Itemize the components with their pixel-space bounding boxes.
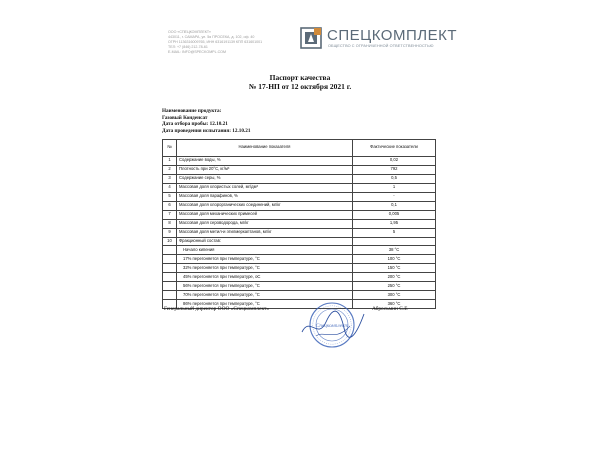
- row-value: 100 °С: [353, 255, 436, 264]
- row-value: 1: [353, 183, 436, 192]
- row-parameter: 45% перегоняется при температуре, оС: [177, 273, 353, 282]
- row-value: 38 °С: [353, 246, 436, 255]
- row-parameter: Массовая доля парафинов, %: [177, 192, 353, 201]
- row-value: 792: [353, 165, 436, 174]
- row-number: 9: [163, 228, 177, 237]
- stamp-text: Спецкомплект: [315, 323, 349, 329]
- row-parameter: 56% перегоняется при температуре, °С: [177, 282, 353, 291]
- row-value: -: [353, 192, 436, 201]
- table-row: [163, 246, 436, 255]
- table-row: [163, 174, 436, 183]
- box-logo-icon: [300, 27, 322, 49]
- row-parameter: Массовая доля сероводорода, мг/кг: [177, 219, 353, 228]
- row-value: 5: [353, 228, 436, 237]
- row-number: [163, 273, 177, 282]
- row-parameter: Массовая доля механических примесей: [177, 210, 353, 219]
- row-value: 0,5: [353, 174, 436, 183]
- company-subtitle: ОБЩЕСТВО С ОГРАНИЧЕННОЙ ОТВЕТСТВЕННОСТЬЮ: [328, 44, 434, 48]
- row-parameter: 32% перегоняется при температуре, °С: [177, 264, 353, 273]
- row-value: 300 °С: [353, 291, 436, 300]
- table-row: [163, 237, 436, 246]
- header-parameter: Наименование показателя: [177, 140, 353, 157]
- row-parameter: 70% перегоняется при температуре, °С: [177, 291, 353, 300]
- row-parameter: Массовая доля хлористых солей, мг/дм³: [177, 183, 353, 192]
- director-name: Абросьмин С.Е: [372, 306, 408, 312]
- address-line: ООО «СПЕЦКОМПЛЕКТ»: [168, 30, 211, 34]
- row-value: 0,02: [353, 156, 436, 165]
- quality-table: [162, 139, 436, 309]
- row-number: [163, 291, 177, 300]
- row-parameter: Плотность при 20°С, кг/м³: [177, 165, 353, 174]
- table-row: [163, 264, 436, 273]
- table-row: [163, 156, 436, 165]
- table-row: [163, 219, 436, 228]
- row-number: [163, 246, 177, 255]
- table-row: [163, 228, 436, 237]
- row-value: 0,005: [353, 210, 436, 219]
- row-value: 360 °С: [353, 300, 436, 309]
- row-parameter: Начало кипения: [177, 246, 353, 255]
- row-number: 2: [163, 165, 177, 174]
- row-parameter: Содержание воды, %: [177, 156, 353, 165]
- company-name: СПЕЦКОМПЛЕКТ: [327, 27, 457, 44]
- director-position: Генеральный директор ООО «Спецкомплект»: [164, 306, 270, 312]
- row-number: 8: [163, 219, 177, 228]
- address-line: ОГРН 1136316009765, ИНН 6316191139 КПП 631601001: [168, 40, 263, 44]
- row-value: 250 °С: [353, 282, 436, 291]
- row-parameter: 86% перегоняется при температуре, °С: [177, 300, 353, 309]
- table-row: [163, 165, 436, 174]
- row-value: 1,95: [353, 219, 436, 228]
- row-parameter: Содержание серы, %: [177, 174, 353, 183]
- row-number: 1: [163, 156, 177, 165]
- table-row: [163, 255, 436, 264]
- table-row: [163, 183, 436, 192]
- row-number: [163, 264, 177, 273]
- product-info: [162, 108, 250, 134]
- product-name-value: Газовый Конденсат: [162, 114, 208, 121]
- row-number: 6: [163, 201, 177, 210]
- address-line: 443011, г. САМАРА, ул. 5я ПРОСЕКА, д. 102, оф. 40: [168, 35, 255, 39]
- row-parameter: 17% перегоняется при температуре, °С: [177, 255, 353, 264]
- row-number: 10: [163, 237, 177, 246]
- row-value: 200 °С: [353, 273, 436, 282]
- row-number: [163, 282, 177, 291]
- table-row: [163, 273, 436, 282]
- sample-date: Дата отбора пробы: 12.10.21: [162, 121, 228, 127]
- address-line: E-MAIL: INFO@SPECKOMPL.COM: [168, 50, 226, 54]
- row-number: 3: [163, 174, 177, 183]
- product-name-label: Наименование продукта:: [162, 108, 222, 114]
- row-value: 150 °С: [353, 264, 436, 273]
- row-parameter: Массовая доля метил-и этилмеркаптанов, мг/кг: [177, 228, 353, 237]
- table-row: [163, 282, 436, 291]
- table-row: [163, 201, 436, 210]
- row-parameter: Массовая доля хлорорганических соединений, мг/кг: [177, 201, 353, 210]
- header-actual-value: Фактические показатели: [353, 140, 436, 157]
- row-value: 0,1: [353, 201, 436, 210]
- company-logo: [300, 27, 460, 53]
- company-address-block: [168, 30, 278, 55]
- row-value: [353, 237, 436, 246]
- row-parameter: Фракционный состав:: [177, 237, 353, 246]
- document-number: № 17-НП от 12 октября 2021 г.: [248, 82, 352, 91]
- table-row: [163, 210, 436, 219]
- table-header-row: [163, 140, 436, 157]
- document-title: Паспорт качества: [269, 73, 331, 82]
- test-date: Дата проведения испытания: 12.10.21: [162, 127, 251, 134]
- table-row: [163, 192, 436, 201]
- row-number: 5: [163, 192, 177, 201]
- company-seal-icon: [296, 296, 368, 352]
- row-number: 7: [163, 210, 177, 219]
- row-number: 4: [163, 183, 177, 192]
- row-number: [163, 255, 177, 264]
- header-number: №: [163, 140, 177, 157]
- address-line: ТЕЛ: +7 (846) 212-78-61: [168, 45, 208, 49]
